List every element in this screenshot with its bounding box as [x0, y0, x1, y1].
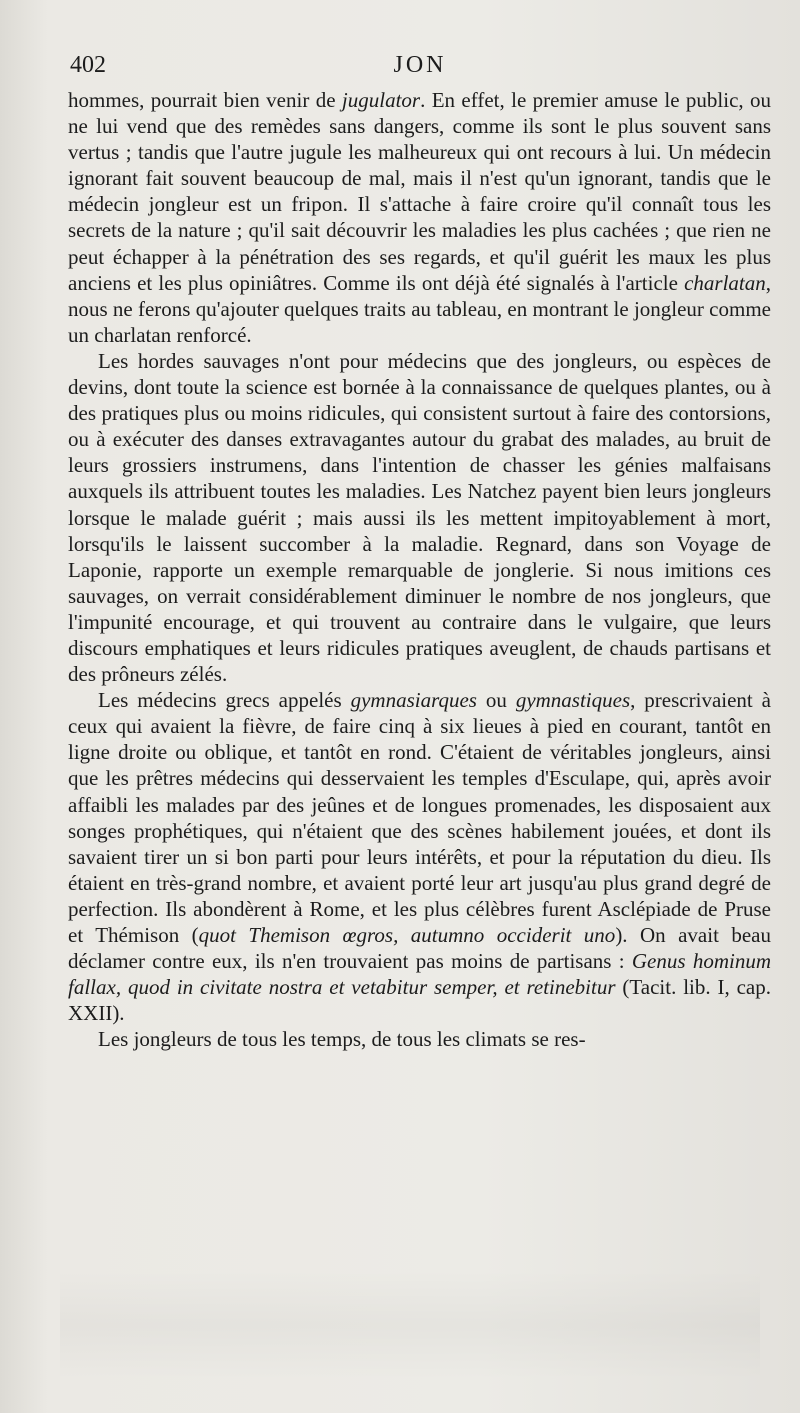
- text-run: , nous ne ferons qu'ajouter quelques traits au tableau, en montrant le jongleur comme un charlatan renforcé.: [68, 270, 771, 347]
- text-run: ou: [476, 688, 516, 713]
- italic-text: quot Themison œgros, autumno occiderit uno: [198, 923, 616, 947]
- text-run: . En effet, le premier amuse le public, ou ne lui vend que des remèdes sans dangers, comme ils sont le plus souvent sans vertus ; tandis que l'autre jugule les malheureux qui ont recours à lui. Un médecin ignorant fait souvent beaucoup de mal, mais il n'est qu'un ignorant, tandis que le médecin jongleur est un fripon. Il s'attache à faire croire qu'il connaît tous les secrets de la nature ; qu'il sait découvrir les maladies les plus cachées ; que rien ne peut échapper à la pénétration des ses regards, et qu'il guérit les maux les plus anciens et les plus opiniâtres. Comme ils ont déjà été signalés à l'article: [68, 88, 772, 295]
- text-run: hommes, pourrait bien venir de: [68, 88, 342, 112]
- body-text: [68, 87, 771, 1052]
- page-header: [70, 52, 770, 86]
- italic-text: Genus hominum fallax, quod in civitate nostra et vetabitur semper, et retinebitur: [68, 949, 771, 1000]
- paragraph: [68, 1026, 771, 1052]
- text-run: (Tacit. lib. I, cap. XXII).: [68, 975, 772, 1026]
- running-head: JON: [393, 52, 447, 78]
- text-run: , prescrivaient à ceux qui avaient la fièvre, de faire cinq à six lieues à pied en courant, tantôt en ligne droite ou oblique, et tantôt en rond. C'étaient de véritables jongleurs, ainsi que les prêtres médecins qui desservaient les temples d'Esculape, qui, après avoir affaibli les malades par des jeûnes et de longues promenades, les disposaient aux songes prophétiques, qui n'étaient que des scènes habilement jouées, et dont ils savaient tirer un si bon parti pour leurs intérêts, et pour la réputation du dieu. Ils étaient en très-grand nombre, et avaient porté leur art jusqu'au plus grand degré de perfection. Ils abondèrent à Rome, et les plus célèbres furent Asclépiade de Pruse et Thémison (: [68, 688, 771, 947]
- text-run: Les hordes sauvages n'ont pour médecins que des jongleurs, ou espèces de devins, dont toute la science est bornée à la connaissance de quelques plantes, ou à des pratiques plus ou moins ridicules, qui consistent surtout à faire des contorsions, ou à exécuter des danses extravagantes autour du grabat des malades, au bruit de leurs grossiers instrumens, dans l'intention de chasser les génies malfaisans auxquels ils attribuent toutes les maladies. Les Natchez payent bien leurs jongleurs lorsque le malade guérit ; mais aussi ils les mettent impitoyablement à mort, lorsqu'ils le laissent succomber à la maladie. Regnard, dans son Voyage de Laponie, rapporte un exemple remarquable de jonglerie. Si nous imitions ces sauvages, on verrait considérablement diminuer le nombre de nos jongleurs, que l'impunité encourage, et qui trouvent au contraire dans le vulgaire, que leurs discours emphatiques et leurs ridicules pratiques aveuglent, de chauds partisans et des prôneurs zélés.: [68, 348, 771, 687]
- italic-text: charlatan: [684, 270, 766, 295]
- italic-text: jugulator: [341, 88, 421, 112]
- page-number: 402: [70, 52, 106, 78]
- text-run: ). On avait beau déclamer contre eux, ils n'en trouvaient pas moins de partisans :: [68, 923, 771, 974]
- text-run: Les jongleurs de tous les temps, de tous les climats se res-: [98, 1027, 586, 1052]
- italic-text: gymnastiques: [515, 688, 631, 713]
- show-through-shadow: [60, 1270, 760, 1380]
- italic-text: gymnasiarques: [350, 688, 477, 713]
- paragraph: [68, 348, 771, 687]
- paragraph: [68, 687, 771, 1026]
- text-run: Les médecins grecs appelés: [98, 688, 351, 713]
- paragraph: [68, 87, 771, 348]
